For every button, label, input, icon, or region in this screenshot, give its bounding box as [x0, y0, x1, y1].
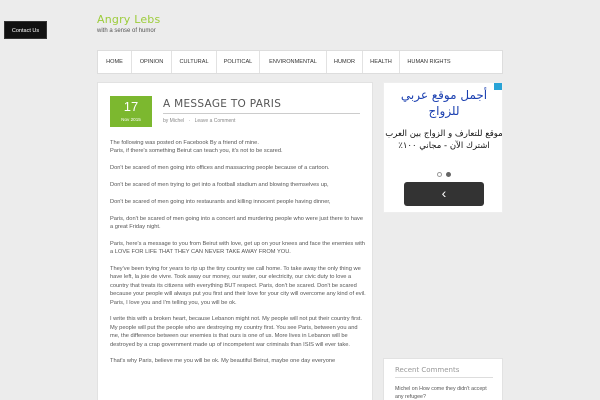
nav-item-human-rights[interactable]: HUMAN RIGHTS: [407, 59, 451, 65]
ad-next-button[interactable]: [404, 182, 484, 206]
post-date-day: 17: [123, 99, 139, 114]
post-title[interactable]: A MESSAGE TO PARIS: [163, 98, 282, 110]
meta-separator: ·: [188, 118, 191, 124]
recent-comments-widget: [383, 358, 503, 400]
nav-item-cultural[interactable]: CULTURAL: [172, 51, 217, 73]
post-paragraph: I write this with a broken heart, because Lebanon might not. My people will not put their country first. My people will put the people who are destroying my country first. You see Paris, between you and me, the difference between our enemies is that ours is one of us. More lives in Lebanon will be destroyed by a crap government made up of incompetent war criminals than ISIS will ever take.: [110, 316, 362, 348]
post-paragraph: Paris, here's a message to you from Beirut with love, get up on your knees and face the enemies with a LOVE FOR LIFE THAT THEY CAN NEVER TAKE AWAY FROM YOU.: [110, 240, 365, 256]
post-paragraph: Don't be scared of men going into restaurants and killing innocent people having dinner,: [110, 198, 331, 205]
post-paragraph: Don't be scared of men trying to get into a football stadium and blowing themselves up,: [110, 182, 329, 188]
post-paragraph: They've been trying for years to rip up the tiny country we call home. To take away the only thing we have left, la joie de vivre. Took away our money, our water, our electricity, our civic duty to love a country that treats its citizens with everything BUT respect. Paris, don't be scared. Don't be scared because your people will always put you first and their love for your city will overcome any kind of evil. Paris, I love you and I'm telling you, you will be ok.: [110, 266, 366, 306]
post-paragraph: That's why Paris, believe me you will be ok. My beautiful Beirut, maybe one day everyone: [110, 358, 336, 365]
post-author-link[interactable]: Michel: [169, 118, 185, 124]
ad-carousel-dots: [437, 172, 451, 177]
post-meta: by Michel · Leave a Comment: [163, 118, 236, 124]
nav-item-opinion[interactable]: OPINION: [132, 51, 172, 73]
carousel-dot-active[interactable]: [446, 172, 451, 177]
leave-comment-link[interactable]: Leave a Comment: [194, 118, 236, 124]
post-paragraph: Paris, don't be scared of men going into a concert and murdering people who were just there to have a great Friday night.: [110, 215, 364, 230]
post-date-month: Nov 2015: [121, 117, 141, 122]
post-body: [110, 139, 366, 374]
contact-us-button[interactable]: Contact Us: [4, 21, 47, 39]
post-date-badge: [110, 96, 152, 127]
site-tagline: with a sense of humor: [97, 28, 156, 34]
post-paragraph: The following was posted on Facebook By a friend of mine. Paris, if there's something Beirut can teach you, it's not to be scared.: [110, 140, 283, 155]
main-navigation: [97, 50, 503, 74]
recent-comments-divider: [395, 377, 493, 378]
recent-comments-title: Recent Comments: [395, 366, 460, 374]
nav-item-health[interactable]: HEALTH: [363, 51, 400, 73]
sidebar-advertisement[interactable]: [383, 82, 503, 213]
ad-description[interactable]: موقع للتعارف و الزواج بين العرب اشترك الآن - مجاني ١٠٠٪: [385, 129, 503, 151]
nav-item-humor[interactable]: HUMOR: [327, 51, 363, 73]
ad-title[interactable]: أجمل موقع عربي للزواج: [400, 88, 488, 118]
chevron-left-icon: ‹: [441, 185, 447, 201]
post-article: [97, 82, 373, 400]
nav-item-home[interactable]: HOME: [98, 51, 132, 73]
post-paragraph: Don't be scared of men going into offices and massacring people because of a cartoon.: [110, 165, 330, 172]
site-title[interactable]: Angry Lebs: [97, 13, 161, 26]
recent-comment-item[interactable]: Michel on How come they didn't accept any refugee?: [395, 386, 487, 400]
nav-item-environmental[interactable]: ENVIRONMENTAL: [260, 51, 327, 73]
nav-item-political[interactable]: POLITICAL: [217, 51, 260, 73]
title-divider: [163, 113, 360, 114]
carousel-dot[interactable]: [437, 172, 442, 177]
